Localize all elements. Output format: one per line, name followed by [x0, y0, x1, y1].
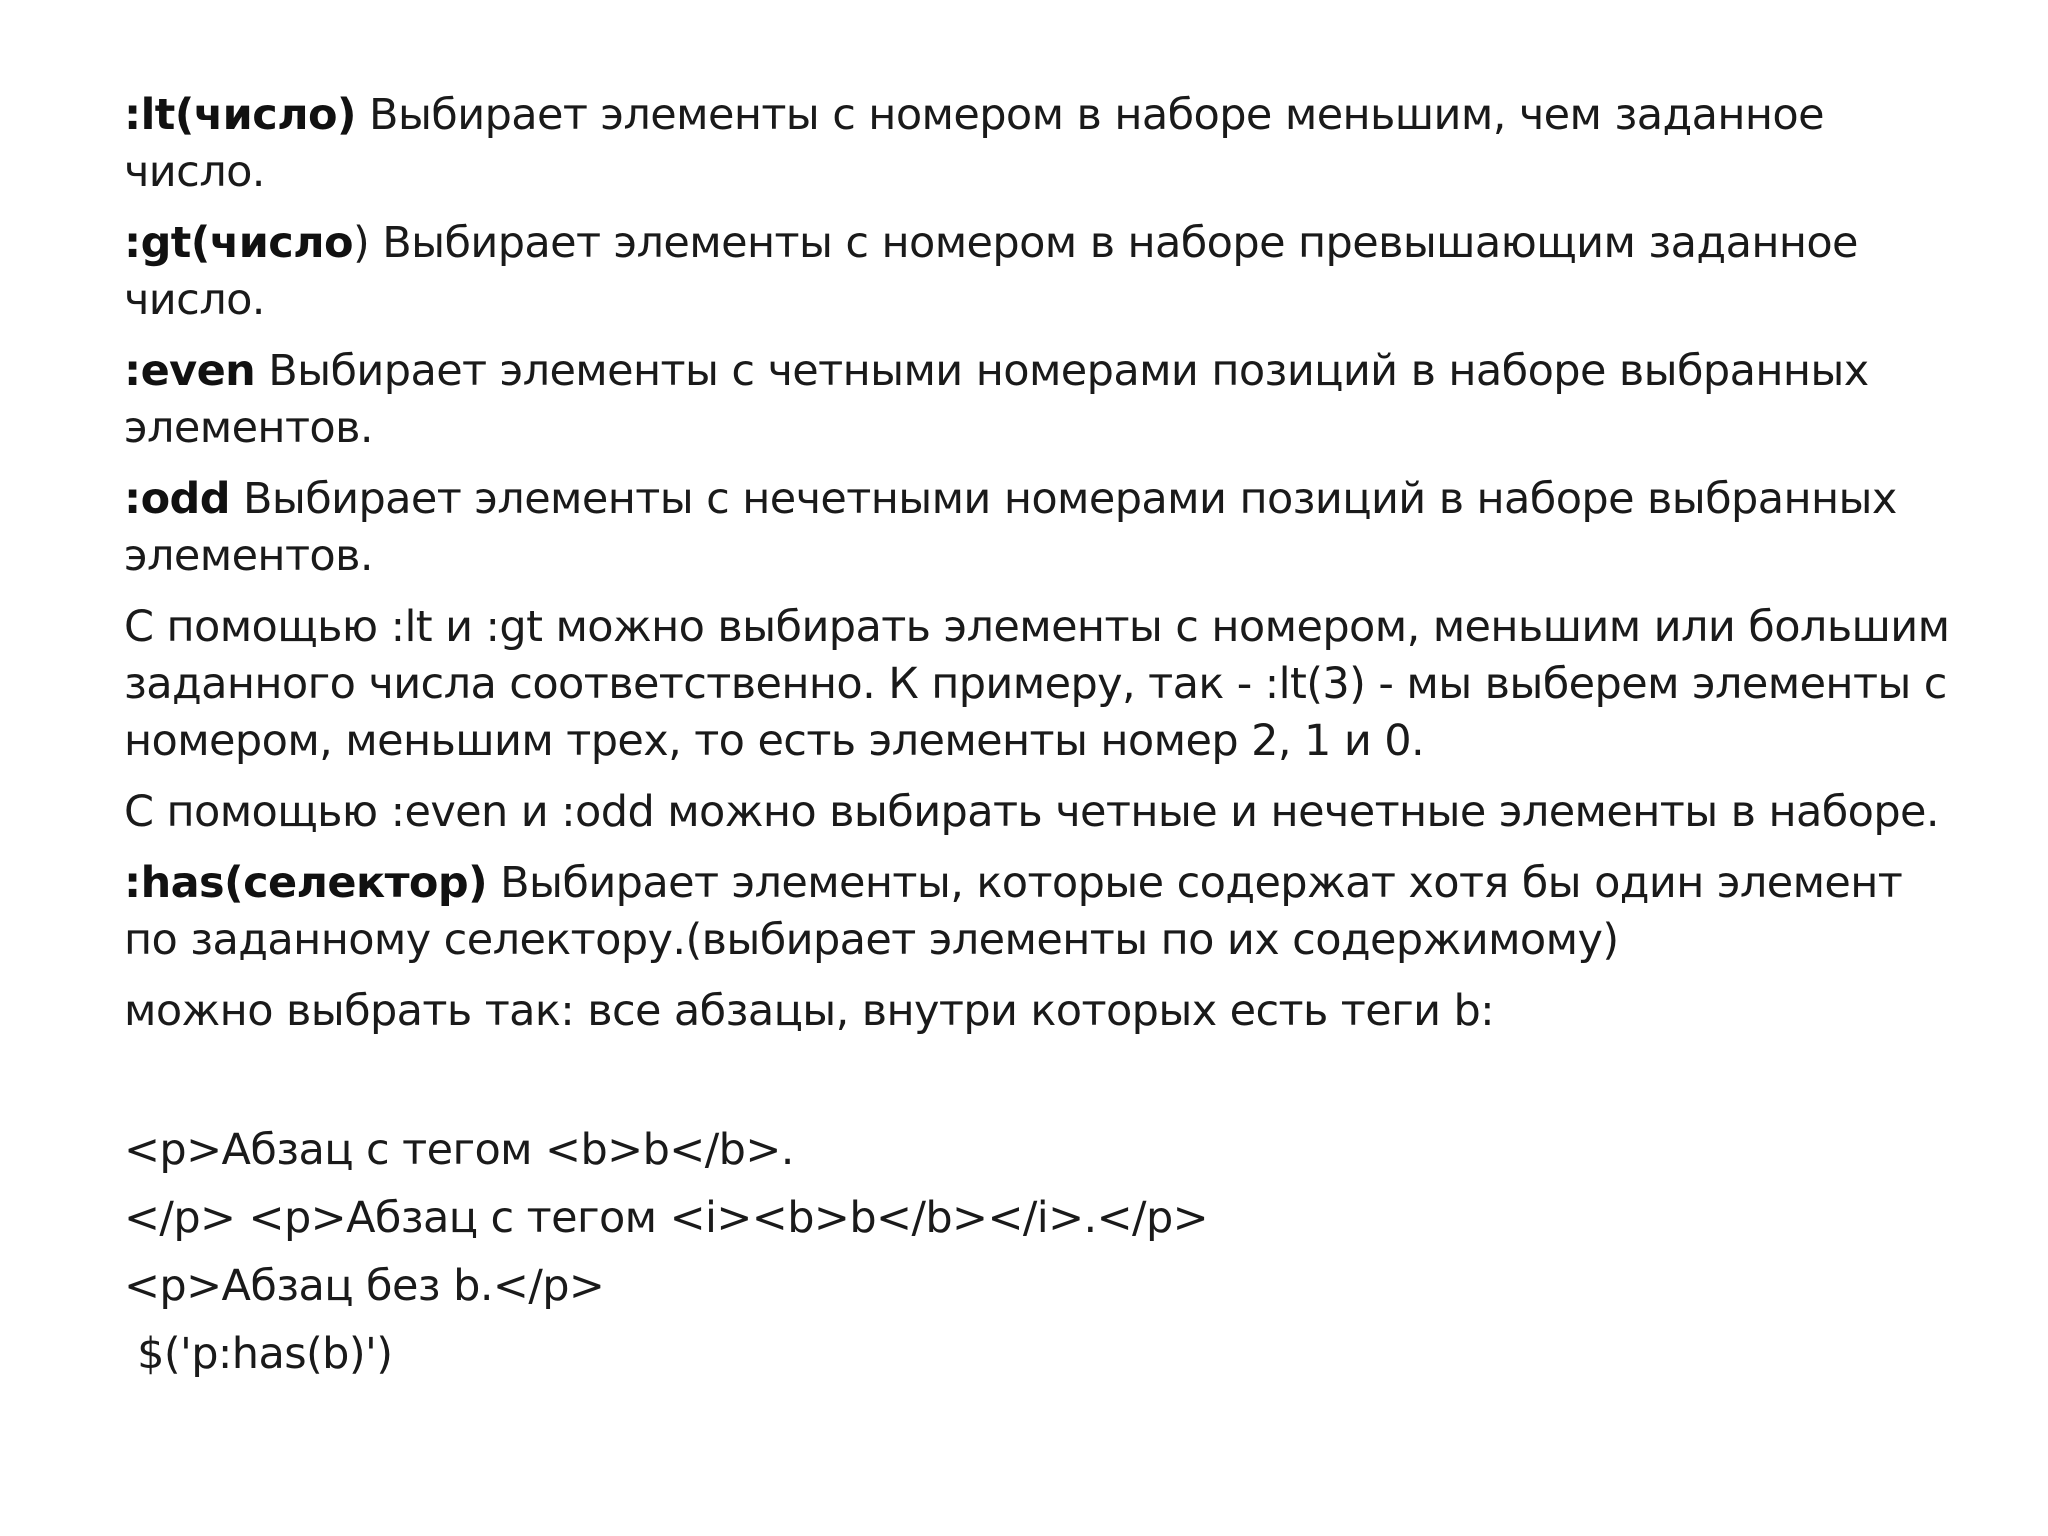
- odd-term: :odd: [124, 474, 230, 524]
- has-term: :has(селектор): [124, 858, 488, 908]
- has-text: Выбирает элементы, которые содержат хотя бы один элемент по заданному селектору.(выбирает элементы по их содержимому): [124, 858, 1903, 965]
- even-term: :even: [124, 346, 256, 396]
- odd-text: Выбирает элементы с нечетными номерами позиций в наборе выбранных элементов.: [124, 474, 1897, 581]
- code-line-1: <p>Абзац с тегом <b>b</b>.: [124, 1125, 794, 1175]
- code-line-2: </p> <p>Абзац с тегом <i><b>b</b></i>.</p>: [124, 1193, 1209, 1243]
- lt-text: Выбирает элементы с номером в наборе меньшим, чем заданное число.: [124, 90, 1824, 197]
- even-description: [124, 343, 1964, 457]
- even-text: Выбирает элементы с четными номерами позиций в наборе выбранных элементов.: [124, 346, 1869, 453]
- even-odd-note: С помощью :even и :odd можно выбирать четные и нечетные элементы в наборе.: [124, 787, 1939, 837]
- gt-text: ) Выбирает элементы с номером в наборе превышающим заданное число.: [124, 218, 1858, 325]
- lt-gt-note: С помощью :lt и :gt можно выбирать элементы с номером, меньшим или большим заданного числа соответственно. К примеру, так - :lt(3) - мы выберем элементы с номером, меньшим трех, то есть элементы номер 2, 1 и 0.: [124, 602, 1950, 766]
- example-intro: можно выбрать так: все абзацы, внутри которых есть теги b:: [124, 986, 1495, 1036]
- has-description: [124, 855, 1964, 969]
- gt-term: :gt(число: [124, 218, 353, 268]
- lt-term: :lt(число): [124, 90, 356, 140]
- odd-description: [124, 471, 1964, 585]
- slide-content: [124, 87, 1964, 1394]
- lt-description: [124, 87, 1964, 201]
- code-line-4: $('p:has(b)'): [124, 1329, 393, 1379]
- code-line-3: <p>Абзац без b.</p>: [124, 1261, 605, 1311]
- gt-description: [124, 215, 1964, 329]
- code-example: [124, 1122, 1964, 1383]
